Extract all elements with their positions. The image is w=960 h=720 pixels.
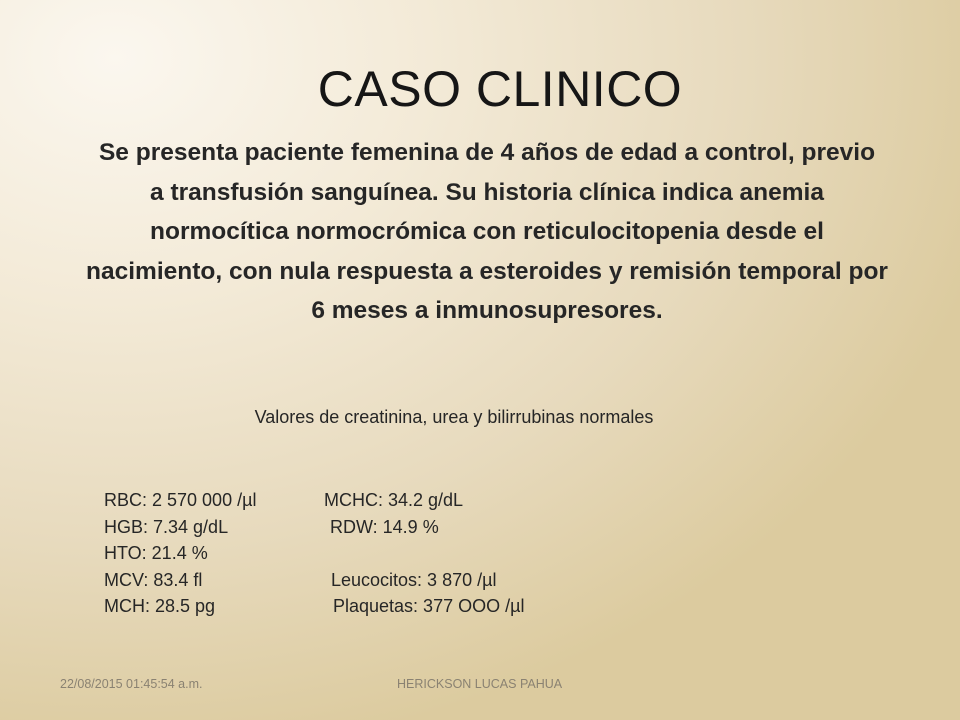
lab-plaquetas: Plaquetas: 377 OOO /µl [333,596,525,616]
case-description-line: nacimiento, con nula respuesta a esteroides y remisión temporal por [86,257,888,285]
case-description-line: a transfusión sanguínea. Su historia clínica indica anemia [150,178,824,206]
lab-mchc: MCHC: 34.2 g/dL [324,490,464,510]
lab-hgb: HGB: 7.34 g/dL [104,516,229,537]
lab-rbc: RBC: 2 570 000 /µl [104,490,257,510]
case-description-line: normocítica normocrómica con reticulocitopenia desde el [150,218,824,245]
lab-spacer [324,540,524,567]
footer-date: 22/08/2015 01:45:54 a.m. [60,677,203,691]
footer-author: HERICKSON LUCAS PAHUA [397,677,563,691]
normal-values-note: Valores de creatinina, urea y bilirrubinas normales [254,407,654,427]
case-description [28,133,946,331]
lab-mch: MCH: 28.5 pg [104,596,216,616]
case-description-line: 6 meses a inmunosupresores. [311,297,663,324]
slide-title: CASO CLINICO [317,61,683,117]
lab-results-right [324,487,524,620]
lab-leucocitos: Leucocitos: 3 870 /µl [331,569,497,590]
lab-mcv: MCV: 83.4 fl [104,569,203,590]
lab-results-left [104,487,256,620]
lab-rdw: RDW: 14.9 % [330,516,439,537]
case-description-line: Se presenta paciente femenina de 4 años de edad a control, previo [98,139,876,166]
lab-hto: HTO: 21.4 % [104,543,208,563]
